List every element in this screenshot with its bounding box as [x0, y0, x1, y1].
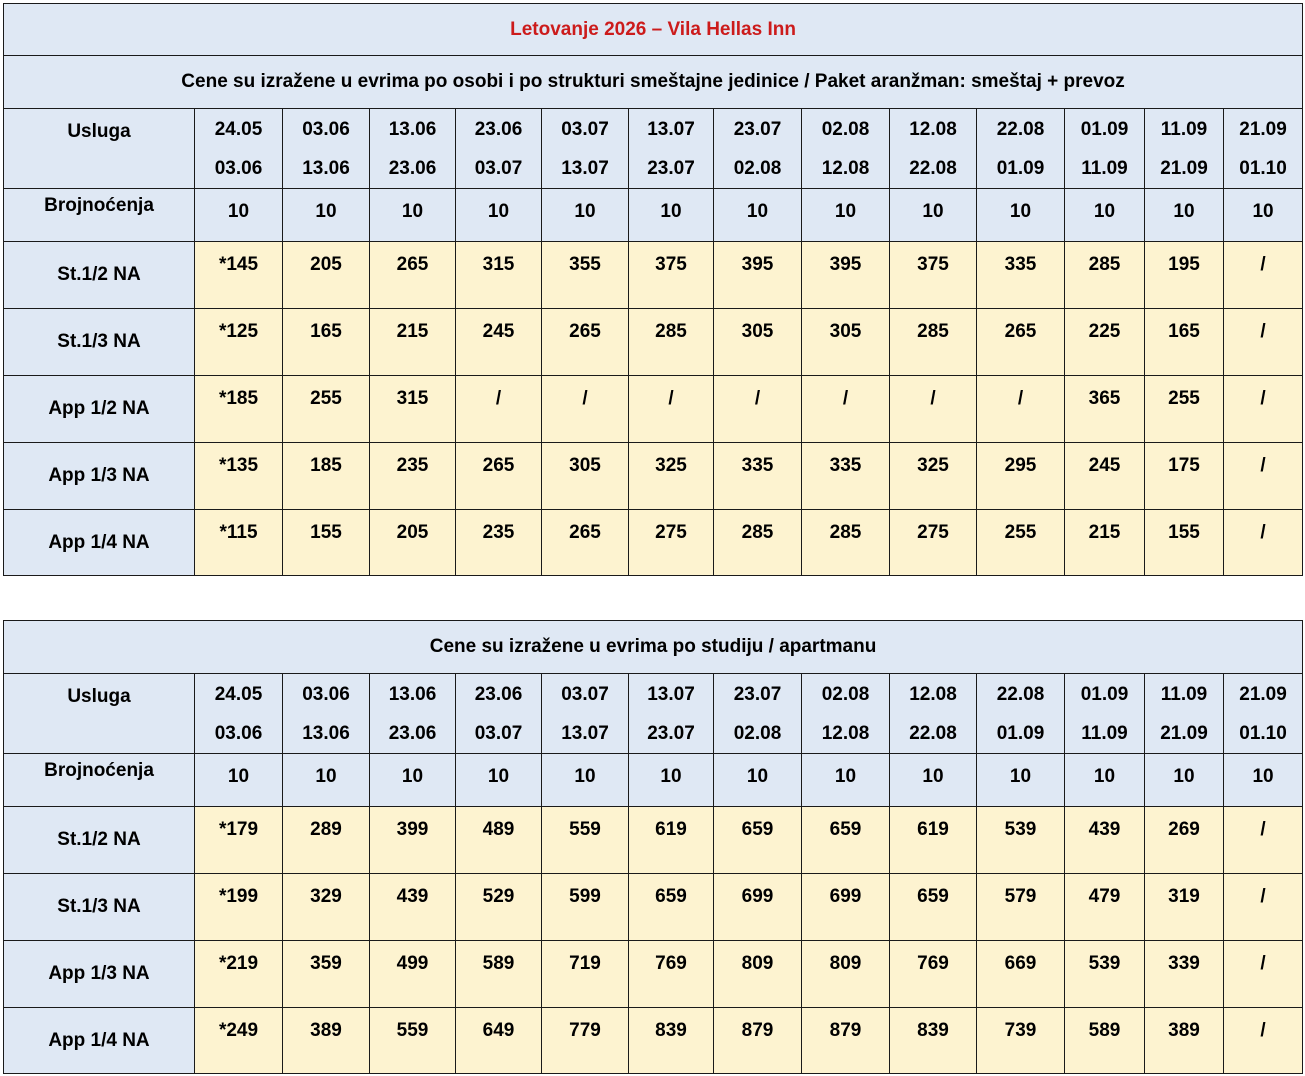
price-cell: 265 — [542, 510, 629, 576]
period-header — [629, 109, 714, 189]
table-row — [4, 510, 1303, 576]
period-from: 13.07 — [647, 683, 695, 705]
nights-value: 10 — [456, 189, 542, 242]
price-cell: 659 — [629, 874, 714, 941]
price-cell: 265 — [542, 309, 629, 376]
period-from: 13.06 — [388, 118, 437, 140]
nights-value: 10 — [977, 189, 1065, 242]
period-from: 22.08 — [996, 683, 1045, 705]
period-from: 13.07 — [647, 118, 695, 140]
period-from: 01.09 — [1080, 683, 1129, 705]
price-cell: 319 — [1145, 874, 1224, 941]
price-cell: 255 — [977, 510, 1065, 576]
price-cell: 175 — [1145, 443, 1224, 510]
price-cell: / — [1224, 807, 1303, 874]
nights-value: 10 — [283, 189, 370, 242]
price-cell: 479 — [1065, 874, 1145, 941]
price-cell: / — [890, 376, 977, 443]
price-cell: 289 — [283, 807, 370, 874]
period-from: 02.08 — [821, 118, 870, 140]
price-cell: 579 — [977, 874, 1065, 941]
period-to: 13.06 — [302, 157, 350, 179]
service-header: Usluga — [4, 674, 195, 754]
price-cell: / — [1224, 874, 1303, 941]
period-header — [542, 109, 629, 189]
price-cell: 879 — [802, 1008, 890, 1074]
period-from: 24.05 — [214, 683, 263, 705]
price-cell: 325 — [629, 443, 714, 510]
period-to: 02.08 — [733, 157, 782, 179]
price-cell: 389 — [283, 1008, 370, 1074]
price-cell: 339 — [1145, 941, 1224, 1008]
period-to: 22.08 — [909, 157, 957, 179]
price-cell: 375 — [890, 242, 977, 309]
nights-value: 10 — [195, 189, 283, 242]
price-cell: 255 — [1145, 376, 1224, 443]
period-from: 23.07 — [733, 118, 782, 140]
price-cell: 529 — [456, 874, 542, 941]
period-to: 13.07 — [561, 722, 609, 744]
service-header: Usluga — [4, 109, 195, 189]
period-header — [195, 674, 283, 754]
price-cell: / — [542, 376, 629, 443]
price-cell: 215 — [1065, 510, 1145, 576]
nights-value: 10 — [283, 754, 370, 807]
price-cell: 265 — [977, 309, 1065, 376]
price-cell: 809 — [714, 941, 802, 1008]
period-header-row — [4, 109, 1303, 189]
period-header — [977, 109, 1065, 189]
price-cell: 285 — [1065, 242, 1145, 309]
period-header — [890, 674, 977, 754]
price-cell: 205 — [283, 242, 370, 309]
price-cell: 589 — [1065, 1008, 1145, 1074]
period-to: 03.07 — [474, 157, 523, 179]
room-type-label: App 1/3 NA — [4, 443, 195, 510]
price-table-per-person — [3, 3, 1303, 576]
price-cell: 389 — [1145, 1008, 1224, 1074]
price-cell: 195 — [1145, 242, 1224, 309]
period-to: 23.07 — [647, 722, 695, 744]
price-cell: / — [1224, 309, 1303, 376]
price-cell: 285 — [714, 510, 802, 576]
price-cell: 619 — [890, 807, 977, 874]
price-cell: 809 — [802, 941, 890, 1008]
price-cell: 499 — [370, 941, 456, 1008]
period-header — [629, 674, 714, 754]
price-cell: 285 — [629, 309, 714, 376]
price-cell: 439 — [1065, 807, 1145, 874]
period-from: 23.06 — [474, 683, 523, 705]
price-cell: 329 — [283, 874, 370, 941]
price-cell: *249 — [195, 1008, 283, 1074]
period-header — [370, 109, 456, 189]
period-header — [714, 674, 802, 754]
nights-value: 10 — [1224, 754, 1303, 807]
price-cell: 439 — [370, 874, 456, 941]
price-cell: 659 — [890, 874, 977, 941]
price-cell: 355 — [542, 242, 629, 309]
page-title: Letovanje 2026 – Vila Hellas Inn — [4, 4, 1303, 56]
nights-label: Brojnoćenja — [4, 754, 195, 807]
price-cell: 205 — [370, 510, 456, 576]
nights-value: 10 — [890, 189, 977, 242]
price-cell: 275 — [890, 510, 977, 576]
price-cell: 305 — [542, 443, 629, 510]
price-cell: 699 — [714, 874, 802, 941]
price-cell: 155 — [283, 510, 370, 576]
price-cell: 185 — [283, 443, 370, 510]
price-cell: / — [1224, 941, 1303, 1008]
price-cell: 375 — [629, 242, 714, 309]
price-cell: 539 — [977, 807, 1065, 874]
period-from: 21.09 — [1239, 118, 1287, 140]
period-header — [714, 109, 802, 189]
period-header — [802, 109, 890, 189]
period-header — [195, 109, 283, 189]
room-type-label: App 1/4 NA — [4, 1008, 195, 1074]
period-to: 23.06 — [388, 722, 437, 744]
price-cell: 719 — [542, 941, 629, 1008]
price-cell: 559 — [542, 807, 629, 874]
nights-row — [4, 189, 1303, 242]
price-cell: 779 — [542, 1008, 629, 1074]
nights-value: 10 — [1224, 189, 1303, 242]
period-from: 12.08 — [909, 683, 957, 705]
table-row — [4, 1008, 1303, 1074]
nights-value: 10 — [629, 754, 714, 807]
period-from: 11.09 — [1160, 683, 1208, 705]
period-header — [370, 674, 456, 754]
price-cell: 315 — [370, 376, 456, 443]
period-from: 03.06 — [302, 683, 350, 705]
period-from: 23.07 — [733, 683, 782, 705]
price-cell: *199 — [195, 874, 283, 941]
period-to: 23.06 — [388, 157, 437, 179]
price-cell: 265 — [456, 443, 542, 510]
period-header — [890, 109, 977, 189]
nights-value: 10 — [1065, 754, 1145, 807]
period-to: 02.08 — [733, 722, 782, 744]
price-cell: 245 — [456, 309, 542, 376]
price-cell: 839 — [629, 1008, 714, 1074]
period-from: 24.05 — [214, 118, 263, 140]
price-cell: 489 — [456, 807, 542, 874]
price-cell: / — [977, 376, 1065, 443]
price-cell: 295 — [977, 443, 1065, 510]
period-header — [283, 109, 370, 189]
table-row — [4, 309, 1303, 376]
price-cell: 275 — [629, 510, 714, 576]
nights-row — [4, 754, 1303, 807]
price-cell: 589 — [456, 941, 542, 1008]
price-cell: / — [802, 376, 890, 443]
period-header — [542, 674, 629, 754]
room-type-label: App 1/2 NA — [4, 376, 195, 443]
table-row — [4, 807, 1303, 874]
price-cell: *145 — [195, 242, 283, 309]
price-cell: 155 — [1145, 510, 1224, 576]
period-header — [802, 674, 890, 754]
period-to: 22.08 — [909, 722, 957, 744]
price-cell: / — [1224, 443, 1303, 510]
price-cell: 335 — [977, 242, 1065, 309]
period-from: 12.08 — [909, 118, 957, 140]
price-cell: 599 — [542, 874, 629, 941]
price-cell: *179 — [195, 807, 283, 874]
period-to: 23.07 — [647, 157, 695, 179]
price-cell: / — [629, 376, 714, 443]
period-header — [1145, 674, 1224, 754]
period-from: 03.06 — [302, 118, 350, 140]
price-cell: / — [1224, 510, 1303, 576]
period-header-row — [4, 674, 1303, 754]
period-to: 12.08 — [821, 722, 870, 744]
nights-value: 10 — [629, 189, 714, 242]
nights-value: 10 — [542, 754, 629, 807]
period-from: 11.09 — [1160, 118, 1208, 140]
period-to: 01.10 — [1239, 157, 1287, 179]
nights-value: 10 — [195, 754, 283, 807]
nights-value: 10 — [370, 189, 456, 242]
price-cell: 739 — [977, 1008, 1065, 1074]
period-to: 01.10 — [1239, 722, 1287, 744]
price-cell: *135 — [195, 443, 283, 510]
period-from: 03.07 — [561, 683, 609, 705]
price-cell: 399 — [370, 807, 456, 874]
price-cell: 265 — [370, 242, 456, 309]
room-type-label: St.1/2 NA — [4, 242, 195, 309]
period-to: 03.06 — [214, 157, 263, 179]
period-header — [1145, 109, 1224, 189]
price-cell: 235 — [456, 510, 542, 576]
period-to: 03.06 — [214, 722, 263, 744]
price-cell: 305 — [714, 309, 802, 376]
price-cell: 659 — [802, 807, 890, 874]
nights-value: 10 — [1145, 189, 1224, 242]
room-type-label: App 1/4 NA — [4, 510, 195, 576]
price-cell: 225 — [1065, 309, 1145, 376]
nights-value: 10 — [890, 754, 977, 807]
price-cell: *115 — [195, 510, 283, 576]
nights-value: 10 — [802, 754, 890, 807]
price-cell: 769 — [890, 941, 977, 1008]
price-cell: 699 — [802, 874, 890, 941]
period-header — [1224, 674, 1303, 754]
nights-value: 10 — [542, 189, 629, 242]
price-cell: 315 — [456, 242, 542, 309]
period-header — [456, 109, 542, 189]
period-to: 11.09 — [1081, 157, 1128, 179]
price-cell: 669 — [977, 941, 1065, 1008]
table-row — [4, 242, 1303, 309]
price-cell: 255 — [283, 376, 370, 443]
price-cell: 215 — [370, 309, 456, 376]
price-cell: 649 — [456, 1008, 542, 1074]
nights-value: 10 — [714, 189, 802, 242]
period-to: 13.07 — [561, 157, 609, 179]
table-row — [4, 941, 1303, 1008]
price-cell: 305 — [802, 309, 890, 376]
period-header — [283, 674, 370, 754]
period-from: 13.06 — [388, 683, 437, 705]
table-row — [4, 874, 1303, 941]
nights-value: 10 — [714, 754, 802, 807]
period-header — [1224, 109, 1303, 189]
price-cell: 285 — [890, 309, 977, 376]
price-cell: 539 — [1065, 941, 1145, 1008]
period-to: 21.09 — [1160, 722, 1208, 744]
period-header — [1065, 109, 1145, 189]
price-cell: 839 — [890, 1008, 977, 1074]
table-subtitle: Cene su izražene u evrima po osobi i po strukturi smeštajne jedinice / Paket aranžman: smeštaj + prevoz — [4, 56, 1303, 109]
price-cell: 559 — [370, 1008, 456, 1074]
price-cell: 235 — [370, 443, 456, 510]
period-from: 03.07 — [561, 118, 609, 140]
price-cell: 335 — [714, 443, 802, 510]
nights-value: 10 — [456, 754, 542, 807]
price-cell: 359 — [283, 941, 370, 1008]
price-cell: 659 — [714, 807, 802, 874]
room-type-label: St.1/3 NA — [4, 874, 195, 941]
period-to: 11.09 — [1081, 722, 1128, 744]
price-cell: 335 — [802, 443, 890, 510]
table-row — [4, 376, 1303, 443]
period-to: 12.08 — [821, 157, 870, 179]
period-from: 01.09 — [1080, 118, 1129, 140]
price-cell: 165 — [1145, 309, 1224, 376]
price-cell: / — [1224, 376, 1303, 443]
nights-label: Brojnoćenja — [4, 189, 195, 242]
period-from: 22.08 — [996, 118, 1045, 140]
price-cell: / — [1224, 1008, 1303, 1074]
price-cell: 165 — [283, 309, 370, 376]
table-row — [4, 443, 1303, 510]
period-from: 23.06 — [474, 118, 523, 140]
room-type-label: St.1/3 NA — [4, 309, 195, 376]
table-subtitle: Cene su izražene u evrima po studiju / apartmanu — [4, 621, 1303, 674]
period-from: 21.09 — [1239, 683, 1287, 705]
price-cell: *125 — [195, 309, 283, 376]
price-cell: 619 — [629, 807, 714, 874]
room-type-label: App 1/3 NA — [4, 941, 195, 1008]
price-cell: *185 — [195, 376, 283, 443]
period-header — [1065, 674, 1145, 754]
period-to: 03.07 — [474, 722, 523, 744]
period-to: 21.09 — [1160, 157, 1208, 179]
price-cell: 285 — [802, 510, 890, 576]
price-cell: / — [456, 376, 542, 443]
price-cell: 395 — [802, 242, 890, 309]
price-cell: *219 — [195, 941, 283, 1008]
nights-value: 10 — [1065, 189, 1145, 242]
nights-value: 10 — [370, 754, 456, 807]
price-cell: 395 — [714, 242, 802, 309]
price-cell: 269 — [1145, 807, 1224, 874]
price-table-per-unit — [3, 620, 1303, 1074]
price-cell: / — [1224, 242, 1303, 309]
period-to: 13.06 — [302, 722, 350, 744]
price-cell: 879 — [714, 1008, 802, 1074]
nights-value: 10 — [802, 189, 890, 242]
nights-value: 10 — [977, 754, 1065, 807]
price-cell: 769 — [629, 941, 714, 1008]
nights-value: 10 — [1145, 754, 1224, 807]
room-type-label: St.1/2 NA — [4, 807, 195, 874]
price-cell: 325 — [890, 443, 977, 510]
period-header — [456, 674, 542, 754]
period-to: 01.09 — [996, 722, 1045, 744]
period-header — [977, 674, 1065, 754]
price-cell: 365 — [1065, 376, 1145, 443]
period-to: 01.09 — [996, 157, 1045, 179]
period-from: 02.08 — [821, 683, 870, 705]
price-cell: 245 — [1065, 443, 1145, 510]
price-cell: / — [714, 376, 802, 443]
